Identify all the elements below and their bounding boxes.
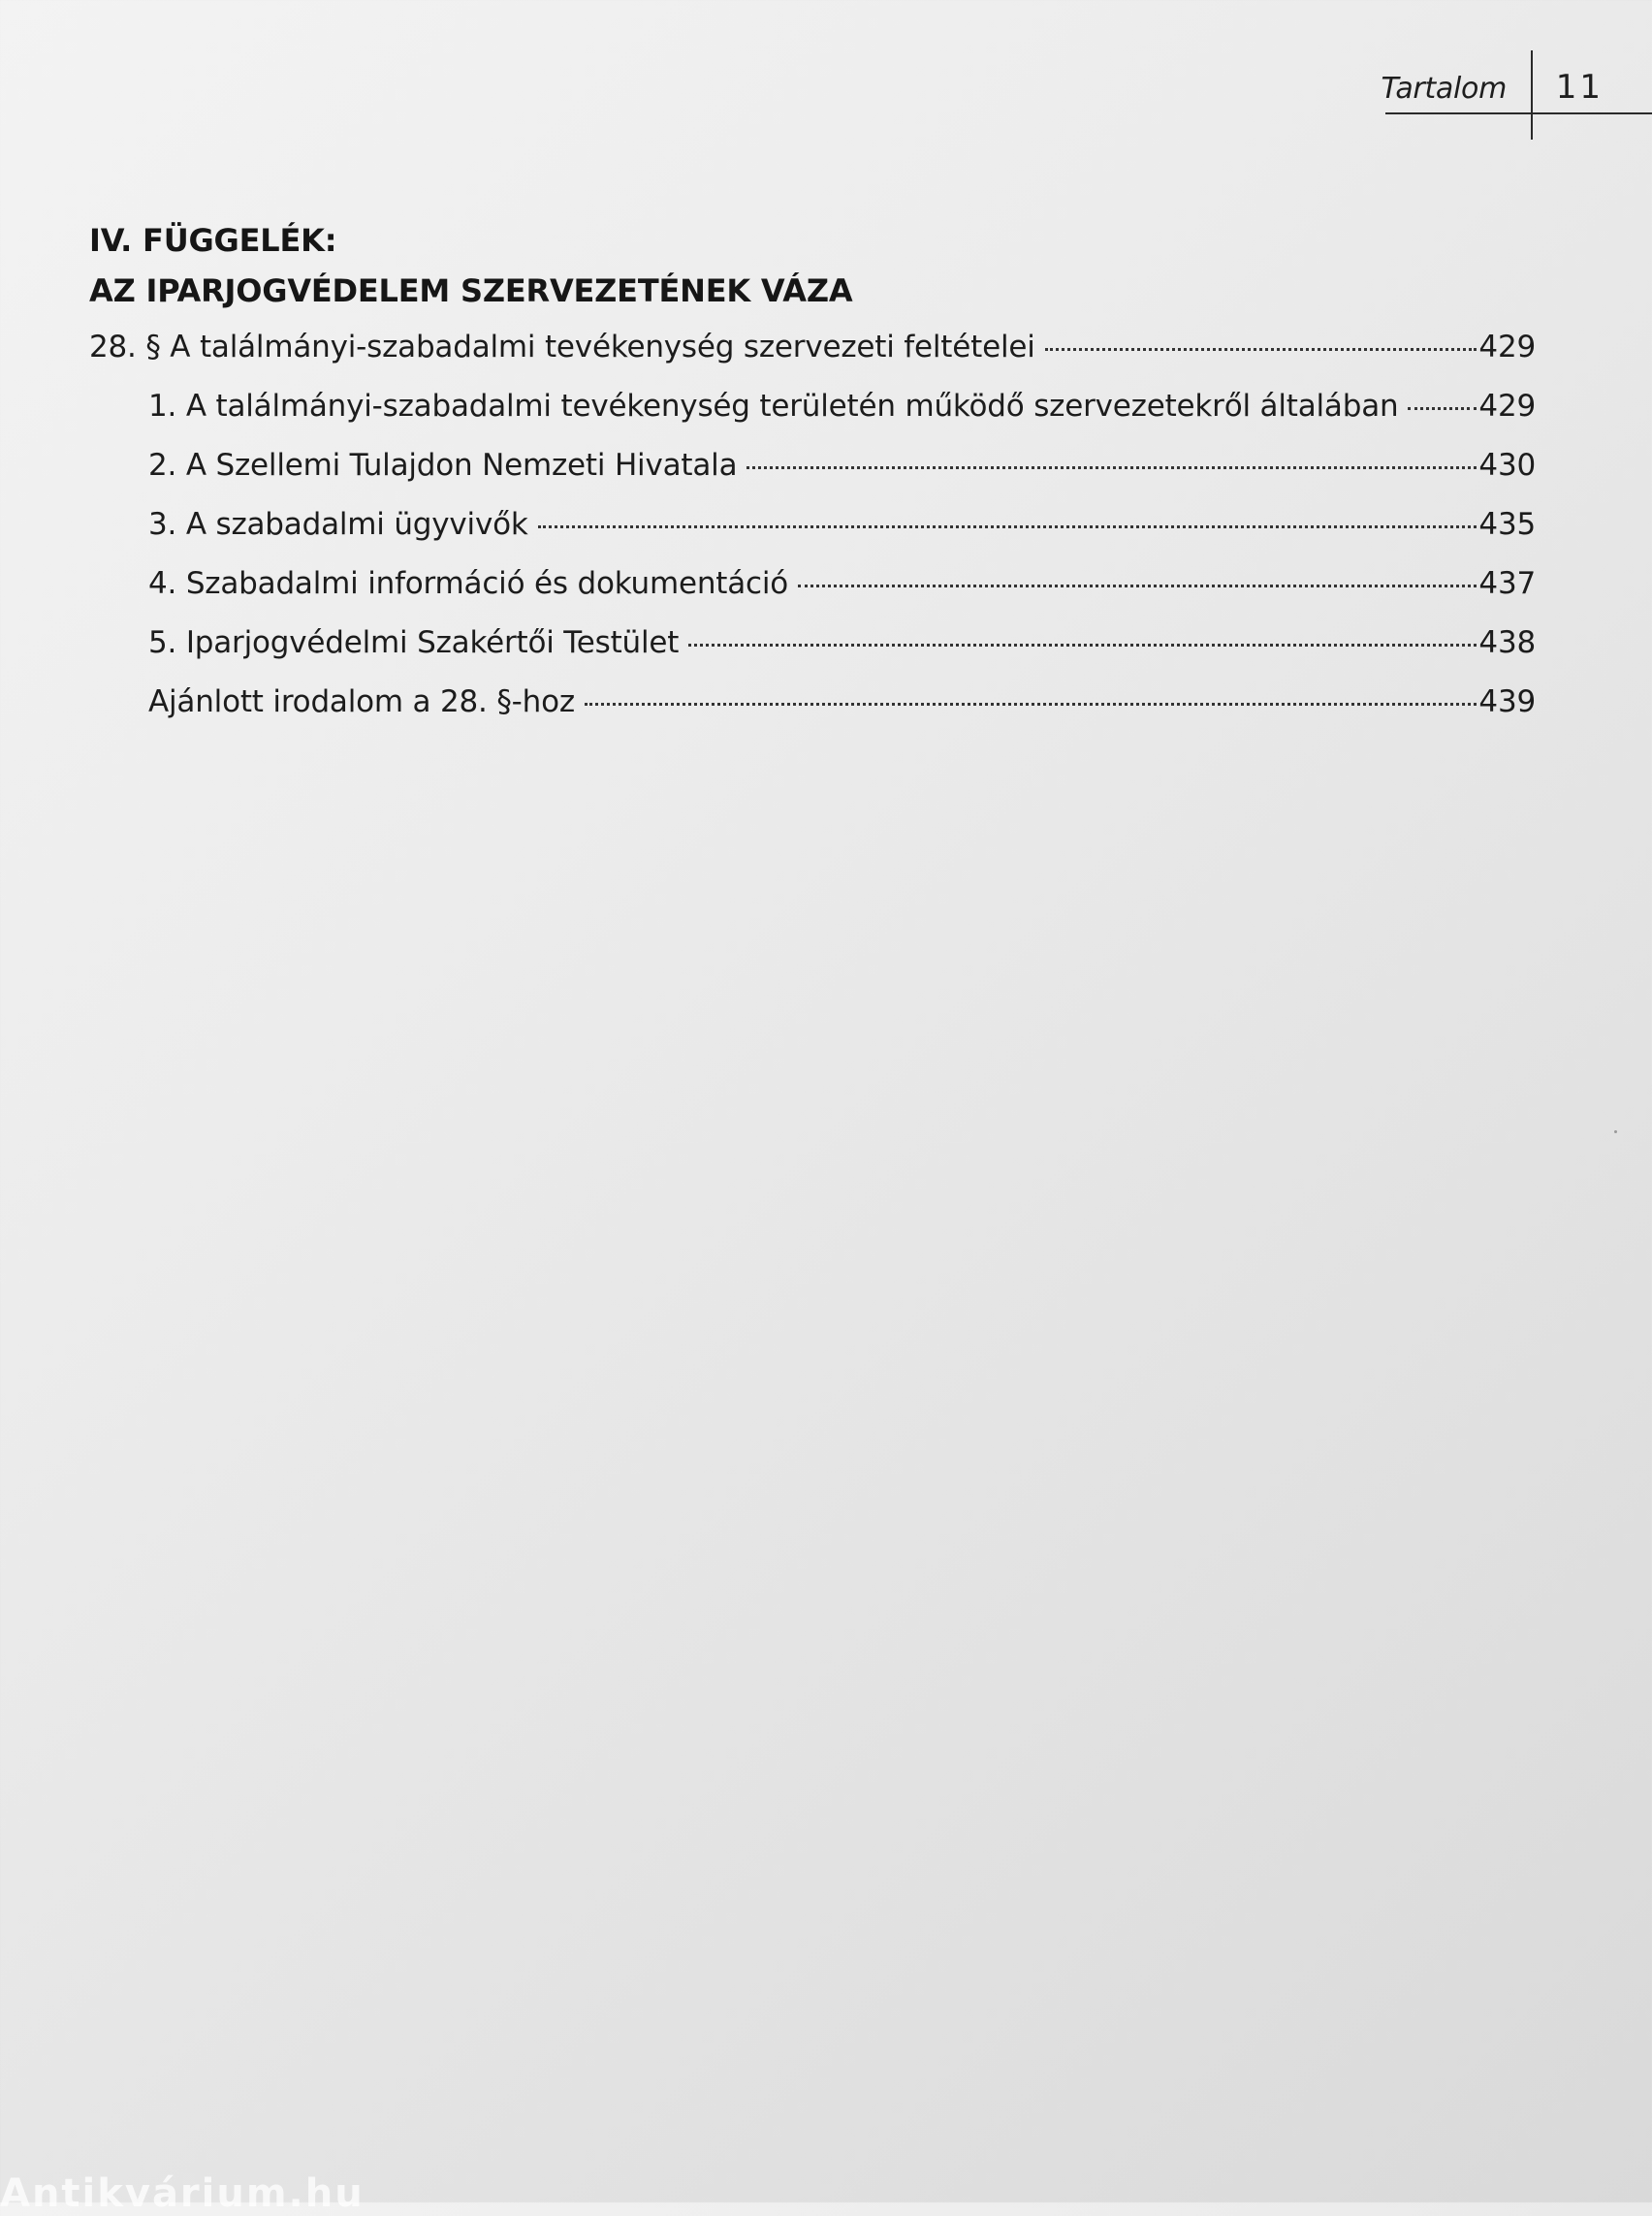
header-rule-horizontal: [1385, 112, 1652, 114]
toc-entry: [89, 507, 1536, 566]
toc-entry-page: 429: [1478, 330, 1536, 364]
toc-leader-dots: [747, 466, 1477, 469]
toc-entry-label: 28. § A találmányi-szabadalmi tevékenység szervezeti feltételei: [89, 330, 1035, 364]
toc-entry: [89, 389, 1536, 448]
site-watermark: Antikvárium.hu: [0, 2171, 365, 2216]
section-heading-line-2: AZ IPARJOGVÉDELEM SZERVEZETÉNEK VÁZA: [89, 272, 853, 309]
toc-entry: [89, 330, 1536, 389]
section-heading-line-1: IV. FÜGGELÉK:: [89, 222, 337, 259]
toc-entry-page: 435: [1478, 507, 1536, 542]
paper-speck: [1614, 1130, 1617, 1133]
header-rule-vertical: [1531, 50, 1533, 140]
toc-entry-label: 5. Iparjogvédelmi Szakértői Testület: [148, 625, 680, 660]
toc-entry-page: 438: [1478, 625, 1536, 660]
toc-entry-label: 2. A Szellemi Tulajdon Nemzeti Hivatala: [148, 448, 738, 483]
page-number: 11: [1555, 68, 1604, 107]
toc-entry-page: 437: [1478, 566, 1536, 601]
toc-entry-page: 429: [1478, 389, 1536, 424]
toc-leader-dots: [688, 644, 1477, 647]
toc-entry-label: 1. A találmányi-szabadalmi tevékenység területén működő szervezetekről általában: [148, 389, 1399, 424]
toc-entry-label: Ajánlott irodalom a 28. §-hoz: [148, 684, 575, 719]
toc-entry-label: 3. A szabadalmi ügyvivők: [148, 507, 528, 542]
toc-leader-dots: [1045, 348, 1477, 351]
toc-entry: [89, 448, 1536, 507]
toc-leader-dots: [538, 525, 1477, 528]
toc-entry: [89, 625, 1536, 684]
toc-entry-label: 4. Szabadalmi információ és dokumentáció: [148, 566, 789, 601]
toc-leader-dots: [1408, 407, 1477, 410]
running-header: [1371, 48, 1652, 142]
section-heading: [89, 215, 852, 316]
toc-entry: [89, 566, 1536, 625]
toc-entry-page: 439: [1478, 684, 1536, 719]
toc-leader-dots: [798, 585, 1477, 587]
toc-leader-dots: [585, 703, 1477, 706]
toc-entry: [89, 684, 1536, 744]
table-of-contents: [89, 330, 1536, 744]
running-header-title: Tartalom: [1381, 72, 1507, 106]
toc-entry-page: 430: [1478, 448, 1536, 483]
